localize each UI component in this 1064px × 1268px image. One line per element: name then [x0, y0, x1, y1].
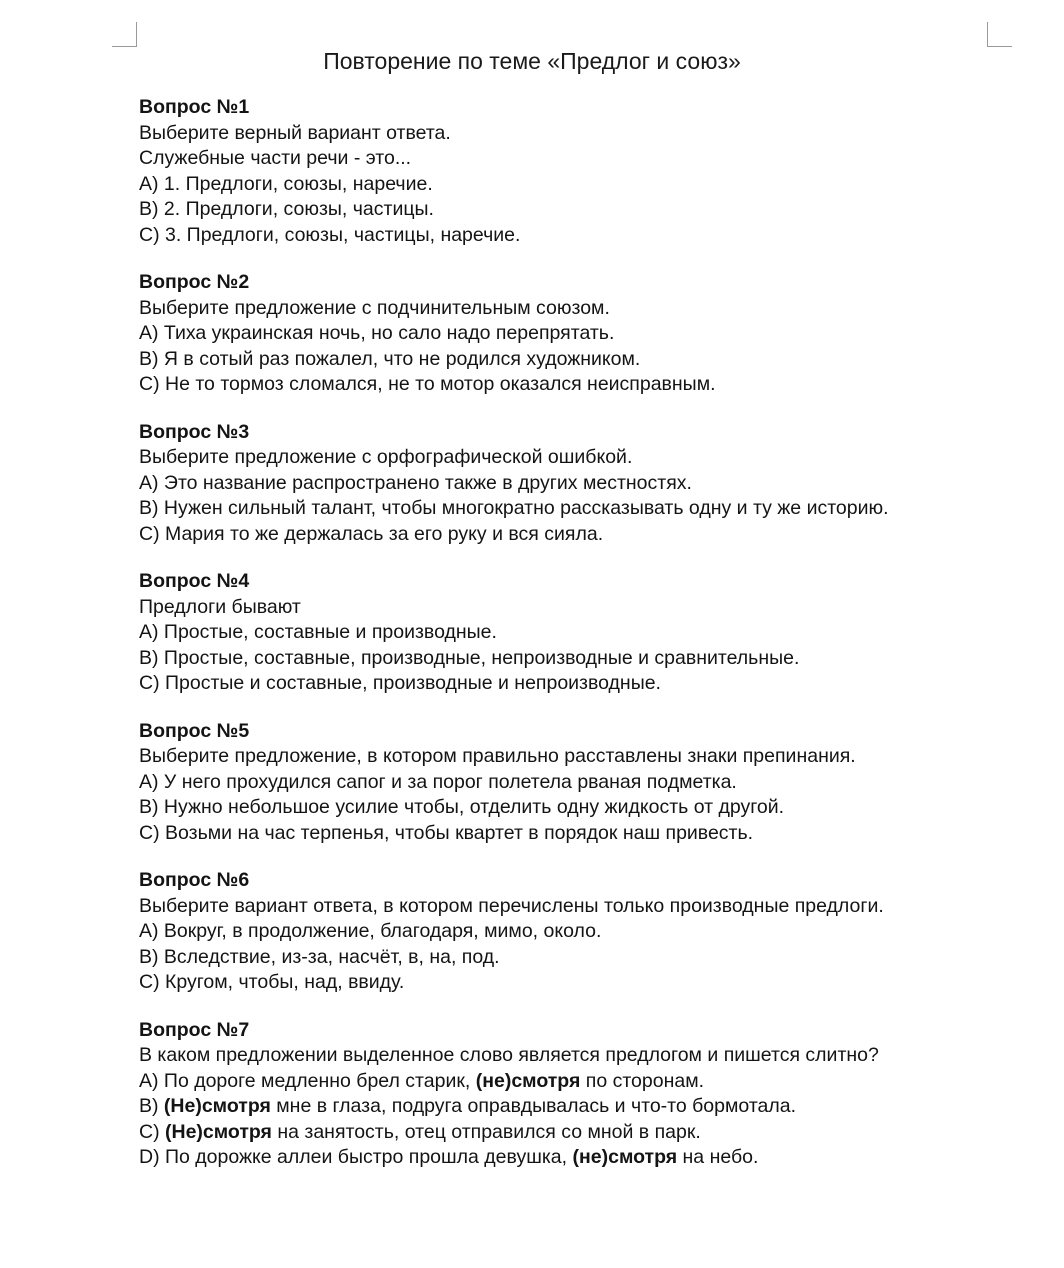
- question-block: [139, 569, 1019, 697]
- option-text-before: По дорожке аллеи быстро прошла девушка,: [165, 1146, 573, 1168]
- option-text: 3. Предлоги, союзы, частицы, наречие.: [165, 223, 521, 246]
- option-letter: А): [139, 1069, 159, 1092]
- option-text: Возьми на час терпенья, чтобы квартет в порядок наш привесть.: [165, 821, 754, 844]
- option-text-after: на небо.: [677, 1146, 759, 1168]
- option-letter: С): [139, 522, 160, 545]
- option-text-after: на занятость, отец отправился со мной в парк.: [271, 1120, 701, 1143]
- option-text: Я в сотый раз пожалел, что не родился художником.: [163, 347, 641, 370]
- option-letter: В): [139, 198, 159, 220]
- question-block: [139, 1018, 1019, 1171]
- option-text: 2. Предлоги, союзы, частицы.: [163, 198, 434, 220]
- option-text: Простые, составные, производные, непроизводные и сравнительные.: [163, 646, 800, 669]
- option-letter: В): [139, 347, 159, 370]
- option-letter: А): [139, 471, 159, 494]
- option-text: У него прохудился сапог и за порог полетела рваная подметка.: [163, 770, 737, 793]
- question-title: Вопрос №2: [139, 271, 250, 293]
- option-letter: С): [139, 672, 160, 694]
- option-letter: А): [139, 621, 159, 643]
- question-prompt: Выберите предложение с орфографической ошибкой.: [139, 446, 633, 468]
- question-block: [139, 95, 1019, 248]
- answer-option: [139, 347, 1019, 373]
- question-title: Вопрос №3: [139, 420, 250, 443]
- option-text-after: мне в глаза, подруга оправдывалась и что-то бормотала.: [270, 1095, 797, 1117]
- answer-option: [139, 321, 1019, 347]
- option-letter: С): [139, 1120, 160, 1143]
- option-text: Не то тормоз сломался, не то мотор оказался неисправным.: [165, 373, 716, 395]
- option-text: 1. Предлоги, союзы, наречие.: [163, 172, 433, 195]
- option-letter: В): [139, 646, 159, 669]
- question-prompt: Служебные части речи - это...: [139, 147, 412, 169]
- answer-option: [139, 471, 1019, 497]
- page-corner-mark-left: [112, 22, 137, 47]
- answer-option: [139, 1094, 1019, 1120]
- highlighted-word: (Не)смотря: [165, 1120, 272, 1143]
- answer-option: [139, 945, 1019, 971]
- option-text: Мария то же держалась за его руку и вся сияла.: [165, 522, 604, 545]
- question-prompt: Выберите верный вариант ответа.: [139, 121, 451, 144]
- answer-option: [139, 223, 1019, 249]
- answer-option: [139, 970, 1019, 996]
- question-prompt: Выберите предложение с подчинительным союзом.: [139, 296, 610, 319]
- answer-option: [139, 372, 1019, 398]
- question-prompt: Выберите вариант ответа, в котором перечислены только производные предлоги.: [139, 894, 884, 917]
- option-letter: В): [139, 796, 159, 818]
- option-letter: С): [139, 971, 160, 993]
- option-letter: D): [139, 1146, 160, 1168]
- answer-option: [139, 1069, 1019, 1095]
- highlighted-word: (не)смотря: [572, 1146, 678, 1168]
- answer-option: [139, 1120, 1019, 1146]
- option-letter: А): [139, 920, 159, 942]
- document-body: [139, 95, 1019, 1193]
- answer-option: [139, 522, 1019, 548]
- option-letter: А): [139, 322, 159, 344]
- option-letter: В): [139, 1095, 159, 1117]
- answer-option: [139, 197, 1019, 223]
- option-letter: В): [139, 497, 159, 519]
- question-title: Вопрос №4: [139, 570, 250, 592]
- question-block: [139, 270, 1019, 398]
- question-prompt: Выберите предложение, в котором правильно расставлены знаки препинания.: [139, 745, 856, 767]
- answer-option: [139, 172, 1019, 198]
- page-title: Повторение по теме «Предлог и союз»: [323, 48, 741, 74]
- question-title: Вопрос №7: [139, 1018, 250, 1041]
- question-prompt: В каком предложении выделенное слово является предлогом и пишется слитно?: [139, 1044, 879, 1066]
- option-text: Это название распространено также в других местностях.: [163, 471, 692, 494]
- answer-option: [139, 919, 1019, 945]
- option-letter: А): [139, 770, 159, 793]
- option-text: Нужен сильный талант, чтобы многократно рассказывать одну и ту же историю.: [163, 497, 889, 519]
- option-letter: С): [139, 821, 160, 844]
- answer-option: [139, 671, 1019, 697]
- option-text-after: по сторонам.: [580, 1069, 705, 1092]
- question-title: Вопрос №1: [139, 96, 250, 118]
- option-text: Вследствие, из-за, насчёт, в, на, под.: [163, 945, 500, 968]
- question-title: Вопрос №6: [139, 869, 250, 891]
- option-text: Нужно небольшое усилие чтобы, отделить одну жидкость от другой.: [163, 796, 785, 818]
- question-block: [139, 868, 1019, 996]
- option-text-before: По дороге медленно брел старик,: [163, 1069, 476, 1092]
- option-letter: В): [139, 945, 159, 968]
- answer-option: [139, 1145, 1019, 1171]
- question-block: [139, 420, 1019, 548]
- answer-option: [139, 646, 1019, 672]
- option-text: Кругом, чтобы, над, ввиду.: [165, 971, 405, 993]
- option-letter: С): [139, 373, 160, 395]
- option-text: Вокруг, в продолжение, благодаря, мимо, около.: [163, 920, 602, 942]
- highlighted-word: (не)смотря: [475, 1069, 581, 1092]
- question-prompt: Предлоги бывают: [139, 595, 301, 618]
- answer-option: [139, 821, 1019, 847]
- option-text: Простые, составные и производные.: [163, 621, 497, 643]
- option-letter: С): [139, 223, 160, 246]
- option-text: Простые и составные, производные и непроизводные.: [165, 672, 661, 694]
- answer-option: [139, 496, 1019, 522]
- answer-option: [139, 770, 1019, 796]
- page-corner-mark-right: [987, 22, 1012, 47]
- option-text: Тиха украинская ночь, но сало надо перепрятать.: [163, 322, 615, 344]
- highlighted-word: (Не)смотря: [163, 1095, 271, 1117]
- answer-option: [139, 620, 1019, 646]
- question-title: Вопрос №5: [139, 719, 250, 742]
- option-letter: А): [139, 172, 159, 195]
- answer-option: [139, 795, 1019, 821]
- question-block: [139, 719, 1019, 847]
